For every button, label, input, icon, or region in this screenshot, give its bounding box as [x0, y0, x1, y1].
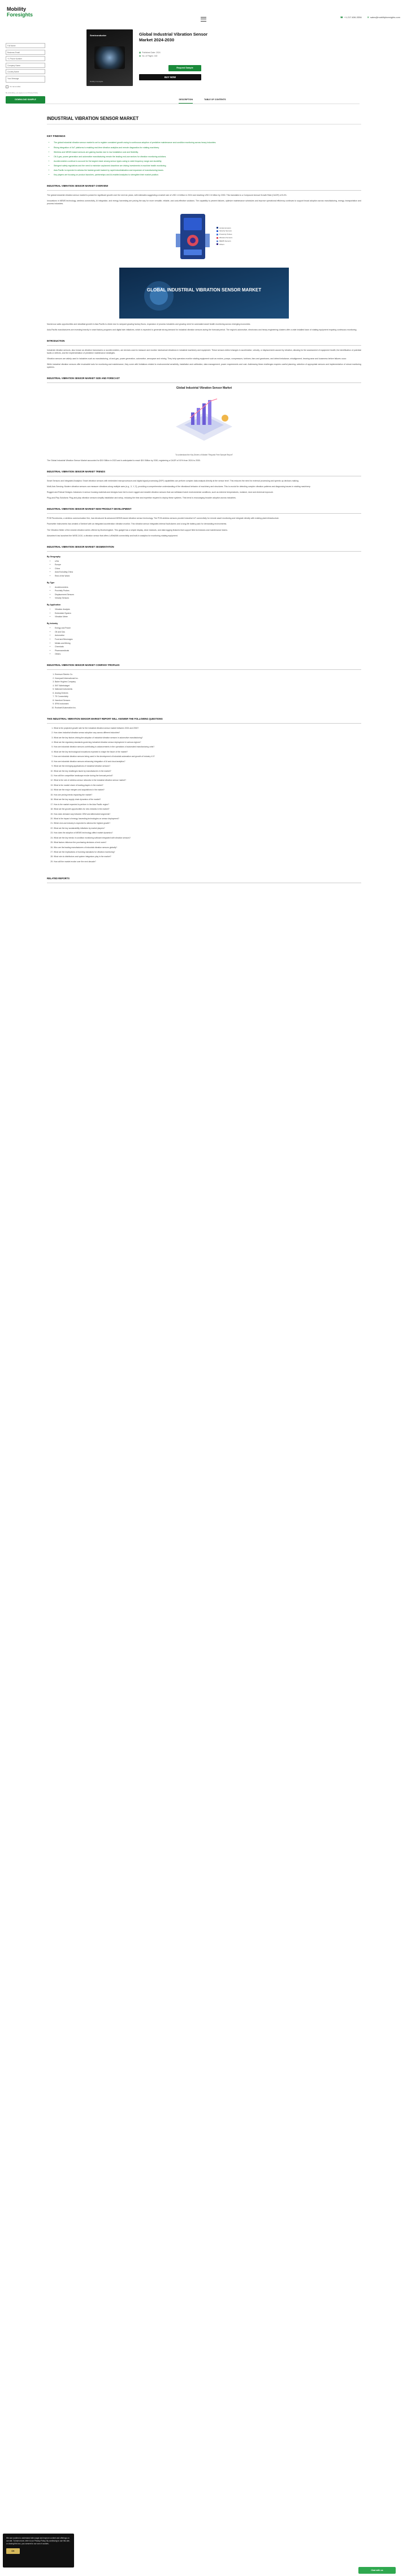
- question-item: 10. What are the key challenges faced by manufacturers in the market?: [54, 770, 361, 773]
- segment-item: • Oil and Gas: [55, 631, 361, 634]
- logo-text-line2: Foresights: [7, 11, 33, 18]
- chart-title: Global Industrial Vibration Sensor Market: [176, 386, 232, 390]
- question-item: 16. What are the key supply chain dynamics of the market?: [54, 798, 361, 801]
- divider: [47, 190, 361, 191]
- segment-item: • Vibration Analysis: [55, 608, 361, 611]
- legend-item: [217, 227, 232, 229]
- question-item: 13. What is the market share of leading players in the market?: [54, 784, 361, 787]
- questions-heading: THIS INDUSTRIAL VIBRATION SENSOR MARKET REPORT WILL ANSWER THE FOLLOWING QUESTIONS: [47, 717, 163, 720]
- segment-label: By Type: [47, 581, 55, 584]
- question-item: 18. What are the growth opportunities for new entrants in the market?: [54, 808, 361, 811]
- market-overview-figure: [47, 211, 361, 262]
- question-item: 20. What is the impact of energy harvesting technologies on sensor deployment?: [54, 818, 361, 820]
- company-item: 9. SPM Instrument: [55, 703, 361, 706]
- banner-title: GLOBAL INDUSTRIAL VIBRATION SENSOR MARKET: [146, 287, 262, 293]
- trends-paragraph: Rugged and Robust Designs: Advances in sensor housing materials and designs have led to more rugged and durable vibration sensors that can withstand harsh environmental conditions, such as extreme temperatures, moisture, dust and chemical exposure.: [47, 491, 274, 494]
- sample-request-form: [6, 43, 45, 104]
- introduction-paragraphs: [47, 349, 361, 369]
- legend-label: Wireless Sensors: [219, 236, 233, 239]
- report-content: [47, 107, 361, 887]
- segment-item: • Food and Beverages: [55, 638, 361, 641]
- divider: [47, 551, 361, 552]
- segment-item: • Accelerometers: [55, 586, 361, 589]
- segment-list: [47, 560, 361, 578]
- segment-item: • Others: [55, 653, 361, 656]
- legend-label: Others: [219, 243, 224, 246]
- legend-item: [217, 230, 232, 232]
- trends-paragraph: Smart Sensors and Integrated Analytics: Smart vibration sensors with embedded microprocessors and digital signal processing (DSP) capabilities can perform complex data analysis directly at the sensor level. This reduces the need for external processing and speeds up decision-making.: [47, 480, 299, 483]
- market-banner: [119, 268, 289, 319]
- email-text: sales@mobilityforesights.com: [370, 16, 400, 19]
- segment-list: [47, 608, 361, 618]
- segment-item: • Europe: [55, 564, 361, 566]
- phone-text: +1-217-636-3356: [344, 16, 362, 19]
- tab-table-of-contents[interactable]: TABLE OF CONTENTS: [204, 98, 226, 101]
- question-item: 21. Which end-use industry is expected to witness the highest growth?: [54, 822, 361, 825]
- bar-1: [191, 412, 194, 425]
- key-finding-item: • Stringent safety regulations and the need to minimize unplanned downtime are driving investments in machine health monitoring.: [54, 165, 361, 167]
- contact-info: [340, 16, 400, 19]
- question-item: 5. How are industrial vibration sensors contributing to advancements in the operations of automated manufacturing units?: [54, 746, 361, 749]
- captcha-label: I'm not a robot: [10, 85, 21, 88]
- legend-item: [217, 243, 232, 246]
- email-field[interactable]: Business Email: [6, 50, 45, 55]
- intro-paragraph: Vibration sensors are widely used in industries such as manufacturing, oil and gas, power generation, automotive, aerospace and mining. They help operators monitor rotating equipment such as motors, pumps, compressors, turbines, fans and gearboxes, and detect imbalance, misalignment, bearing wear and looseness before failures occur.: [47, 358, 347, 360]
- tab-description[interactable]: DESCRIPTION: [179, 97, 193, 104]
- message-field[interactable]: Your Message: [6, 76, 45, 83]
- company-item: 10. Rockwell Automation Inc.: [55, 707, 361, 709]
- report-meta: [139, 51, 161, 58]
- question-item: 8. How are industrial vibration sensors enhancing integration of AI and cloud analytics?: [54, 760, 361, 763]
- segmentation-lists: [47, 556, 361, 656]
- question-item: 11. How will the competitive landscape evolve during the forecast period?: [54, 775, 361, 777]
- cookie-text: We use cookies to understand site usage and improve content and offerings on our site. To learn more, refer to our Privacy Policy. By continuing to use this site, or closing this box, you consent to our use of cookies.: [6, 2537, 70, 2545]
- question-item: 3. What are the key factors driving the adoption of industrial vibration sensors in automotive manufacturing?: [54, 737, 361, 739]
- segment-item: • Automotive: [55, 634, 361, 637]
- question-item: 28. What role do distributors and system integrators play in the market?: [54, 855, 361, 858]
- intro-paragraph: Industrial vibration sensors, also known as vibration transducers or accelerometers, are devices used to measure and monitor mechanical vibrations in industrial machinery and equipment. These sensors detect changes in acceleration, velocity, or displacement caused by vibration, allowing for the assessment of equipment health, the identification of potential faults or defects, and the implementation of predictive maintenance strategies.: [47, 349, 361, 355]
- coin-icon: [222, 415, 228, 422]
- divider: [47, 513, 361, 514]
- cover-footer: Mobility Foresights: [90, 80, 103, 83]
- question-item: 22. What are the key sustainability initiatives by market players?: [54, 827, 361, 830]
- key-finding-item: • Oil & gas, power generation and automotive manufacturing remain the leading end-use sectors for vibration monitoring solutions.: [54, 156, 361, 158]
- questions-list: [47, 727, 361, 863]
- segment-item: • Metals and Mining: [55, 642, 361, 645]
- related-reports-heading: RELATED REPORTS: [47, 876, 70, 880]
- new-product-paragraph: Pacesetter Instruments has created a Sentinel with an integrated acceleration vibration monitor. This vibration sensor integrates internal fault alarms and a long-life battery pack for demanding environments.: [47, 523, 227, 526]
- cookie-ok-button[interactable]: OK: [6, 2548, 20, 2554]
- company-item: 4. SKF Aktiebolaget: [55, 685, 361, 687]
- question-item: 25. What factors influence the purchasing decisions of end users?: [54, 841, 361, 844]
- segment-item: • Velocity Sensors: [55, 597, 361, 600]
- overview-paragraph: The global industrial vibration sensor market is poised for significant growth over the next six years, with estimates suggesting a market size of USD 1.6 billion in 2024 and reaching USD 2.6 billion by 2030. This translates to a Compound Annual Growth Rate (CAGR) of 8.4%.: [47, 193, 287, 196]
- legend-swatch: [217, 227, 218, 229]
- question-item: 12. What is the role of wireless sensor networks in the industrial vibration sensor market?: [54, 779, 361, 782]
- site-logo[interactable]: [7, 7, 33, 18]
- report-cover-image: [86, 29, 133, 86]
- overview-paragraphs: [47, 194, 361, 205]
- size-forecast-heading: INDUSTRIAL VIBRATION SENSOR MARKET SIZE AND FORECAST: [47, 377, 120, 380]
- overview-paragraph: Asia-Pacific manufacturers are investing heavily in smart factory programs and digital twin initiatives, which is expected to generate strong demand for industrial vibration sensors during the forecast period. The region's automotive, electronics and heavy engineering clusters offer a wide installed base of rotating equipment requiring continuous monitoring.: [47, 329, 357, 332]
- size-paragraph: The Global Industrial Vibration Sensor Market accounted for $XX Billion in 2023 and is anticipated to reach $XX Billion by 2030, registering a CAGR of XX% from 2024 to 2030.: [47, 459, 201, 462]
- segment-item: • Chemicals: [55, 646, 361, 648]
- company-item: 1. Emerson Electric Co.: [55, 673, 361, 676]
- segment-item: • USA: [55, 560, 361, 563]
- trends-paragraph: Multi-Axis Sensing: Modern vibration sensors can measure vibrations along multiple axes (e.g., X, Y, Z), providing a comprehensive understanding of the vibrational behavior of machinery and structures. This is crucial for detecting complex vibration patterns and diagnosing issues in rotating machinery.: [47, 485, 311, 488]
- segmentation-heading: INDUSTRIAL VIBRATION SENSOR MARKET SEGMENTATION: [47, 545, 114, 548]
- company-item: 3. Baker Hughes Company: [55, 681, 361, 683]
- segment-list: [47, 586, 361, 600]
- company-item: 2. Honeywell International Inc.: [55, 677, 361, 680]
- phone-link[interactable]: [340, 16, 362, 19]
- new-product-paragraph: Advantech has launched the WISE-2410, a vibration sensor that offers LoRaWAN connectivity and built-in analytics for monitoring rotating equipment.: [47, 534, 178, 537]
- question-item: 7. How are industrial vibration sensors being used in the development of industrial automation and growth of Industry 4.0?: [54, 755, 361, 758]
- legend-label: Velocity Sensors: [219, 230, 232, 233]
- question-item: 4. What are the regulatory standards governing industrial vibration sensor deployment in various regions?: [54, 741, 361, 744]
- chart-caption: To understand the Key Drivers of Market "Request Free Sample Report": [175, 453, 233, 456]
- new-product-heading: INDUSTRIAL VIBRATION SENSOR MARKET NEW PRODUCT DEVELOPMENT: [47, 508, 132, 511]
- key-finding-item: • Wireless and MEMS-based sensors are gaining traction due to low installation cost and flexibility.: [54, 151, 361, 154]
- segment-label: By Application: [47, 604, 61, 607]
- segment-item: • Embedded System: [55, 612, 361, 615]
- chat-button[interactable]: Chat with us: [358, 2567, 396, 2574]
- segment-item: • China: [55, 567, 361, 570]
- overview-paragraph: Numerous sales opportunities and steadfast growth in Asia Pacific is driven due to rampant growing factory floors, expansion of process industries and growing need for automated asset health monitoring across emerging economies.: [47, 323, 251, 326]
- menu-icon[interactable]: [201, 17, 206, 21]
- calendar-icon: ▦: [139, 51, 141, 54]
- overview-paragraph: Innovations in MEMS technology, wireless connectivity, AI integration, and energy harvesting are paving the way for more versatile, reliable, and cost-effective solutions. The capability to prevent failures, optimize maintenance schedules and improve operational efficiency continues to support broad adoption across manufacturing, energy, transportation and process industries.: [47, 199, 361, 205]
- legend-swatch: [217, 243, 218, 245]
- introduction-heading: INTRODUCTION: [47, 339, 65, 343]
- trends-paragraphs: [47, 480, 361, 500]
- divider: [47, 382, 361, 383]
- key-finding-item: • Accelerometers continue to account for the largest share among sensor types owing to wide frequency range and durability.: [54, 160, 361, 163]
- question-item: 1. What is the projected growth rate for the industrial vibration sensor market between 2024 and 2030?: [54, 727, 361, 730]
- segment-item: • Energy and Power: [55, 627, 361, 630]
- intro-paragraph: While industrial vibration sensors offer invaluable tools for monitoring and maintenance, they come with limitations related to environmental sensitivity, installation and calibration, data management, power requirements and cost. Addressing these challenges requires careful planning, selection of appropriate sensors and implementation of robust monitoring systems.: [47, 363, 361, 369]
- bar-4: [208, 400, 211, 425]
- divider: [47, 669, 361, 670]
- country-field[interactable]: Country Name: [6, 69, 45, 74]
- question-item: 26. Who are the leading manufacturers of industrial vibration sensors globally?: [54, 846, 361, 849]
- key-findings-list: [47, 141, 361, 177]
- legend-swatch: [217, 240, 218, 242]
- question-item: 27. What are the implications of evolving standards for vibration monitoring?: [54, 851, 361, 854]
- full-name-field[interactable]: Full Name: [6, 43, 45, 48]
- download-sample-button[interactable]: DOWNLOAD SAMPLE: [6, 96, 45, 104]
- cookie-banner: [3, 2534, 74, 2568]
- segment-label: By Geography: [47, 555, 60, 558]
- sensor-device-illustration: [176, 211, 210, 262]
- new-product-paragraphs: [47, 517, 361, 537]
- segment-item: • Proximity Probes: [55, 590, 361, 592]
- key-finding-item: • Asia Pacific is expected to witness the fastest growth backed by rapid industrialization and expansion of manufacturing bases.: [54, 169, 361, 172]
- key-finding-item: • Key players are focusing on product launches, partnerships and AI-enabled analytics to strengthen their market position.: [54, 174, 361, 177]
- legend-label: Accelerometers: [219, 226, 231, 229]
- divider: [47, 345, 361, 346]
- legend-swatch: [217, 237, 218, 239]
- published-date: ▦ Published Date: 2024: [139, 51, 161, 54]
- key-findings-heading: KEY FINDINGS: [47, 134, 66, 137]
- email-link[interactable]: [367, 16, 400, 19]
- buy-now-button[interactable]: BUY NOW: [139, 74, 201, 80]
- figure-legend: [217, 227, 232, 247]
- segment-item: • Displacement Sensors: [55, 594, 361, 596]
- company-field[interactable]: Company Name: [6, 63, 45, 68]
- key-finding-item: • Rising integration of IIoT platforms is enabling real-time vibration analytics and remote diagnostics for rotating machinery.: [54, 147, 361, 149]
- new-product-paragraph: The Vibration Meter of the newest vibration series offered by Monitoringtech. This gadget has a simple display, clear readouts, and data logging features that support field technicians and maintenance teams.: [47, 528, 228, 531]
- captcha[interactable]: [6, 84, 45, 90]
- privacy-note: By submitting, you agree to our Privacy Policy.: [6, 91, 38, 94]
- legend-swatch: [217, 234, 218, 235]
- question-item: 2. How does industrial vibration sensor adoption vary across different industries?: [54, 732, 361, 734]
- question-item: 29. How will the market evolve over the next decade?: [54, 861, 361, 863]
- overview-heading: INDUSTRIAL VIBRATION SENSOR MARKET OVERVIEW: [47, 184, 109, 187]
- chip-illustration: [94, 46, 125, 69]
- captcha-checkbox[interactable]: [6, 85, 8, 88]
- page-count: ▤ No. of Pages: 160: [139, 55, 158, 58]
- segment-item: • Pharmaceuticals: [55, 650, 361, 652]
- segment-item: • Vibration Meter: [55, 616, 361, 618]
- question-item: 24. What are the key trends in condition monitoring software integrated with vibration sensors?: [54, 837, 361, 840]
- trends-paragraph: Plug-and-Play Solutions: Plug-and-play vibration sensors simplify installation and setup, reducing the time and expertise required to deploy these systems. This trend is encouraging broader adoption across industries.: [47, 497, 236, 500]
- cover-title: Semiconductor: [90, 34, 107, 37]
- report-title: Global Industrial Vibration Sensor Market 2024-2030: [139, 32, 208, 42]
- question-item: 9. What are the emerging applications of industrial vibration sensors?: [54, 765, 361, 768]
- report-tabs: [45, 97, 360, 104]
- page-title: INDUSTRIAL VIBRATION SENSOR MARKET: [47, 116, 139, 121]
- divider: [47, 723, 361, 724]
- phone-field[interactable]: +1 Phone Number: [6, 56, 45, 61]
- company-item: 6. Analog Devices: [55, 692, 361, 695]
- company-profiles-heading: INDUSTRIAL VIBRATION SENSOR MARKET COMPANY PROFILES: [47, 664, 120, 667]
- legend-item: [217, 240, 232, 242]
- new-product-paragraph: PCB Piezotronics, a wireless communication firm, has introduced its advanced MEMS-based vibration sensor technology. The PCB wireless sensors provide Industrial IoT connectivity for remote asset monitoring and integrate directly with existing plant infrastructure.: [47, 517, 279, 520]
- phone-icon: ☎: [340, 16, 343, 19]
- company-item: 8. Hansford Sensors: [55, 699, 361, 702]
- logo-text-line1: Mobility: [7, 6, 26, 12]
- segment-item: • Rest of the World: [55, 575, 361, 578]
- legend-item: [217, 233, 232, 235]
- company-list: [47, 673, 361, 709]
- key-finding-item: • The global industrial vibration sensor market is set to register consistent growth owing to continuous adoption of predictive maintenance and condition monitoring across heavy industries.: [54, 141, 361, 144]
- company-item: 7. TE Connectivity: [55, 695, 361, 698]
- overview-paragraphs-2: [47, 323, 361, 332]
- question-item: 17. How is the market expected to perform in the Asia Pacific region?: [54, 803, 361, 806]
- mail-icon: ✉: [367, 16, 370, 19]
- legend-label: MEMS Sensors: [219, 239, 231, 242]
- segment-item: • Asia Excluding China: [55, 571, 361, 574]
- segment-label: By Industry: [47, 622, 58, 625]
- legend-swatch: [217, 230, 218, 232]
- question-item: 6. What are the key technological innovations expected to shape the future of the market?: [54, 751, 361, 754]
- legend-label: Proximity Probes: [219, 233, 232, 236]
- market-chart-illustration: [162, 395, 246, 449]
- request-sample-button[interactable]: Request Sample: [168, 65, 201, 71]
- question-item: 19. How does demand vary between OEM and aftermarket segments?: [54, 813, 361, 816]
- legend-item: [217, 236, 232, 239]
- segment-list: [47, 627, 361, 656]
- document-icon: ▤: [139, 55, 141, 58]
- trends-heading: INDUSTRIAL VIBRATION SENSOR MARKET TRENDS: [47, 470, 106, 474]
- question-item: 23. How does the adoption of MEMS technology affect market dynamics?: [54, 832, 361, 835]
- company-item: 5. National Instruments: [55, 688, 361, 691]
- question-item: 15. How are pricing trends impacting the market?: [54, 794, 361, 797]
- question-item: 14. What are the major mergers and acquisitions in the market?: [54, 789, 361, 792]
